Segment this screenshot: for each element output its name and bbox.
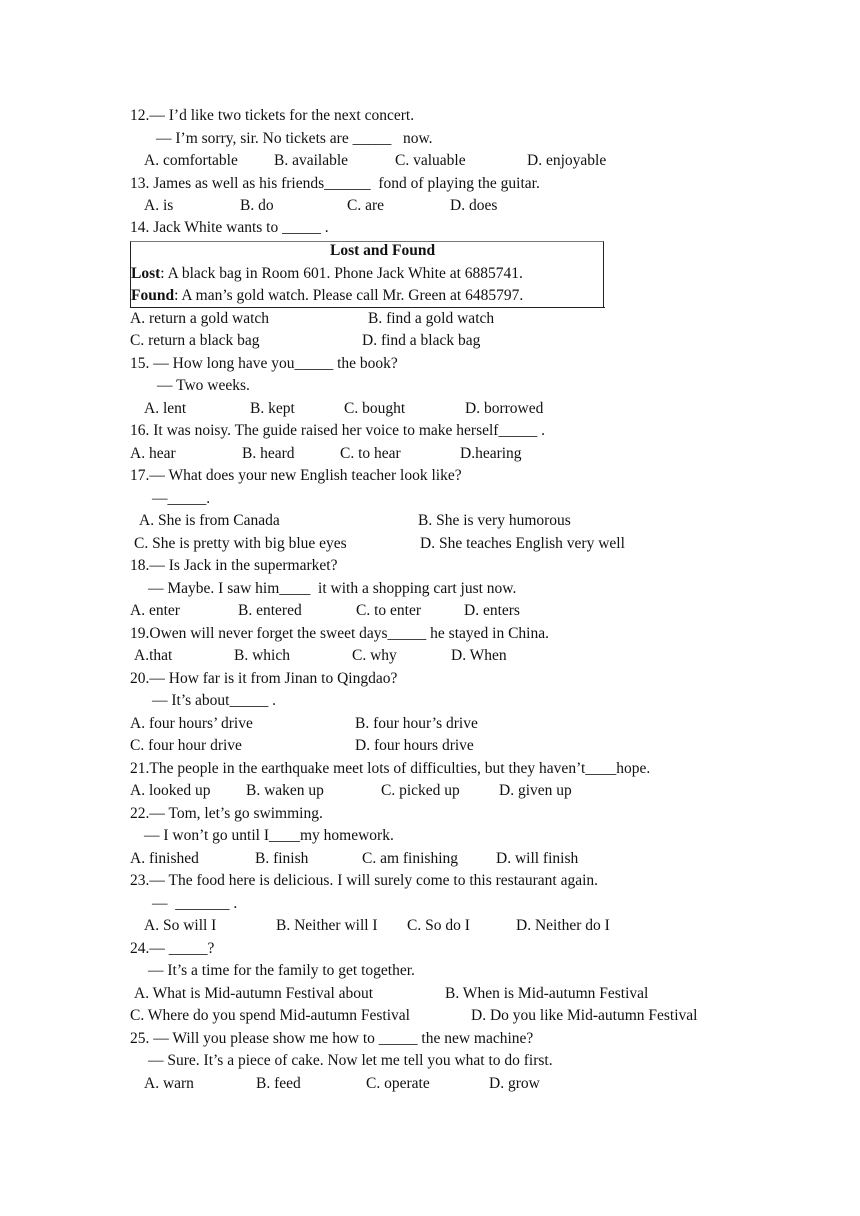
- q13-option-d: D. does: [450, 197, 498, 214]
- q13-option-b: B. do: [240, 197, 274, 214]
- q17-stem: 17.— What does your new English teacher look like?: [130, 467, 462, 484]
- q15-option-d: D. borrowed: [465, 400, 544, 417]
- q23-option-b: B. Neither will I: [276, 917, 378, 934]
- q20-option-b: B. four hour’s drive: [355, 715, 478, 732]
- q12-option-b: B. available: [274, 152, 349, 169]
- q14-stem: 14. Jack White wants to _____ .: [130, 219, 329, 236]
- q22-option-c: C. am finishing: [362, 850, 459, 867]
- q17-option-d: D. She teaches English very well: [420, 535, 625, 552]
- q20-stem: 20.— How far is it from Jinan to Qingdao?: [130, 670, 398, 687]
- q17-reply: —_____.: [152, 490, 211, 507]
- q23-option-a: A. So will I: [144, 917, 217, 934]
- notice-found-label: Found: [131, 287, 175, 304]
- q18-option-b: B. entered: [238, 602, 302, 619]
- q24-reply: — It’s a time for the family to get together.: [148, 962, 415, 979]
- q15-option-b: B. kept: [250, 400, 295, 417]
- q19-option-b: B. which: [234, 647, 290, 664]
- q21-option-b: B. waken up: [246, 782, 324, 799]
- q21-option-a: A. looked up: [130, 782, 211, 799]
- notice-lost-label: Lost: [131, 265, 161, 282]
- q22-option-a: A. finished: [130, 850, 199, 867]
- q21-stem: 21.The people in the earthquake meet lots of difficulties, but they haven’t____hope.: [130, 760, 651, 777]
- q16-option-d: D.hearing: [460, 445, 522, 462]
- q16-option-a: A. hear: [130, 445, 176, 462]
- q15-option-c: C. bought: [344, 400, 406, 417]
- q23-option-c: C. So do I: [407, 917, 470, 934]
- q24-option-d: D. Do you like Mid-autumn Festival: [471, 1007, 698, 1024]
- q25-option-d: D. grow: [489, 1075, 540, 1092]
- q16-option-c: C. to hear: [340, 445, 401, 462]
- q12-stem: 12.— I’d like two tickets for the next concert.: [130, 107, 415, 124]
- q23-stem: 23.— The food here is delicious. I will surely come to this restaurant again.: [130, 872, 599, 889]
- q12-option-c: C. valuable: [395, 152, 466, 169]
- q12-option-d: D. enjoyable: [527, 152, 607, 169]
- q24-stem: 24.— _____?: [130, 940, 215, 957]
- q15-reply: — Two weeks.: [157, 377, 250, 394]
- q20-option-c: C. four hour drive: [130, 737, 242, 754]
- q12-reply: — I’m sorry, sir. No tickets are _____ now.: [156, 130, 433, 147]
- q13-option-a: A. is: [144, 197, 174, 214]
- notice-lost-line: [131, 264, 523, 284]
- q19-option-c: C. why: [352, 647, 397, 664]
- q15-option-a: A. lent: [144, 400, 187, 417]
- q25-option-c: C. operate: [366, 1075, 430, 1092]
- q24-option-a: A. What is Mid-autumn Festival about: [134, 985, 374, 1002]
- q21-option-d: D. given up: [499, 782, 572, 799]
- q22-option-b: B. finish: [255, 850, 309, 867]
- q12-option-a: A. comfortable: [144, 152, 238, 169]
- q14-option-a: A. return a gold watch: [130, 310, 270, 327]
- notice-bottom-rule: [130, 307, 605, 308]
- q18-reply: — Maybe. I saw him____ it with a shopping cart just now.: [148, 580, 517, 597]
- q18-option-c: C. to enter: [356, 602, 421, 619]
- q23-reply: — _______ .: [152, 895, 238, 912]
- q14-option-d: D. find a black bag: [362, 332, 481, 349]
- q17-option-a: A. She is from Canada: [139, 512, 280, 529]
- q20-option-a: A. four hours’ drive: [130, 715, 253, 732]
- q25-stem: 25. — Will you please show me how to _____ the new machine?: [130, 1030, 534, 1047]
- q18-option-a: A. enter: [130, 602, 180, 619]
- q23-option-d: D. Neither do I: [516, 917, 610, 934]
- q17-option-b: B. She is very humorous: [418, 512, 571, 529]
- q25-option-b: B. feed: [256, 1075, 301, 1092]
- q25-option-a: A. warn: [144, 1075, 194, 1092]
- q16-option-b: B. heard: [242, 445, 295, 462]
- q17-option-c: C. She is pretty with big blue eyes: [134, 535, 347, 552]
- notice-lost-text: : A black bag in Room 601. Phone Jack White at 6885741.: [160, 265, 523, 282]
- q18-option-d: D. enters: [464, 602, 520, 619]
- q16-stem: 16. It was noisy. The guide raised her voice to make herself_____ .: [130, 422, 545, 439]
- q20-reply: — It’s about_____ .: [152, 692, 276, 709]
- q13-option-c: C. are: [347, 197, 385, 214]
- q20-option-d: D. four hours drive: [355, 737, 474, 754]
- q22-stem: 22.— Tom, let’s go swimming.: [130, 805, 323, 822]
- q13-stem: 13. James as well as his friends______ fond of playing the guitar.: [130, 175, 540, 192]
- q19-option-d: D. When: [451, 647, 507, 664]
- q24-option-c: C. Where do you spend Mid-autumn Festival: [130, 1007, 410, 1024]
- notice-title: Lost and Found: [330, 242, 436, 259]
- notice-found-text: : A man’s gold watch. Please call Mr. Green at 6485797.: [174, 287, 524, 304]
- q14-option-b: B. find a gold watch: [368, 310, 495, 327]
- q24-option-b: B. When is Mid-autumn Festival: [445, 985, 649, 1002]
- q22-reply: — I won’t go until I____my homework.: [144, 827, 394, 844]
- q15-stem: 15. — How long have you_____ the book?: [130, 355, 398, 372]
- q14-option-c: C. return a black bag: [130, 332, 260, 349]
- q22-option-d: D. will finish: [496, 850, 579, 867]
- q25-reply: — Sure. It’s a piece of cake. Now let me tell you what to do first.: [148, 1052, 553, 1069]
- q21-option-c: C. picked up: [381, 782, 460, 799]
- q19-option-a: A.that: [134, 647, 173, 664]
- q18-stem: 18.— Is Jack in the supermarket?: [130, 557, 338, 574]
- notice-found-line: [131, 286, 523, 306]
- q19-stem: 19.Owen will never forget the sweet days_____ he stayed in China.: [130, 625, 549, 642]
